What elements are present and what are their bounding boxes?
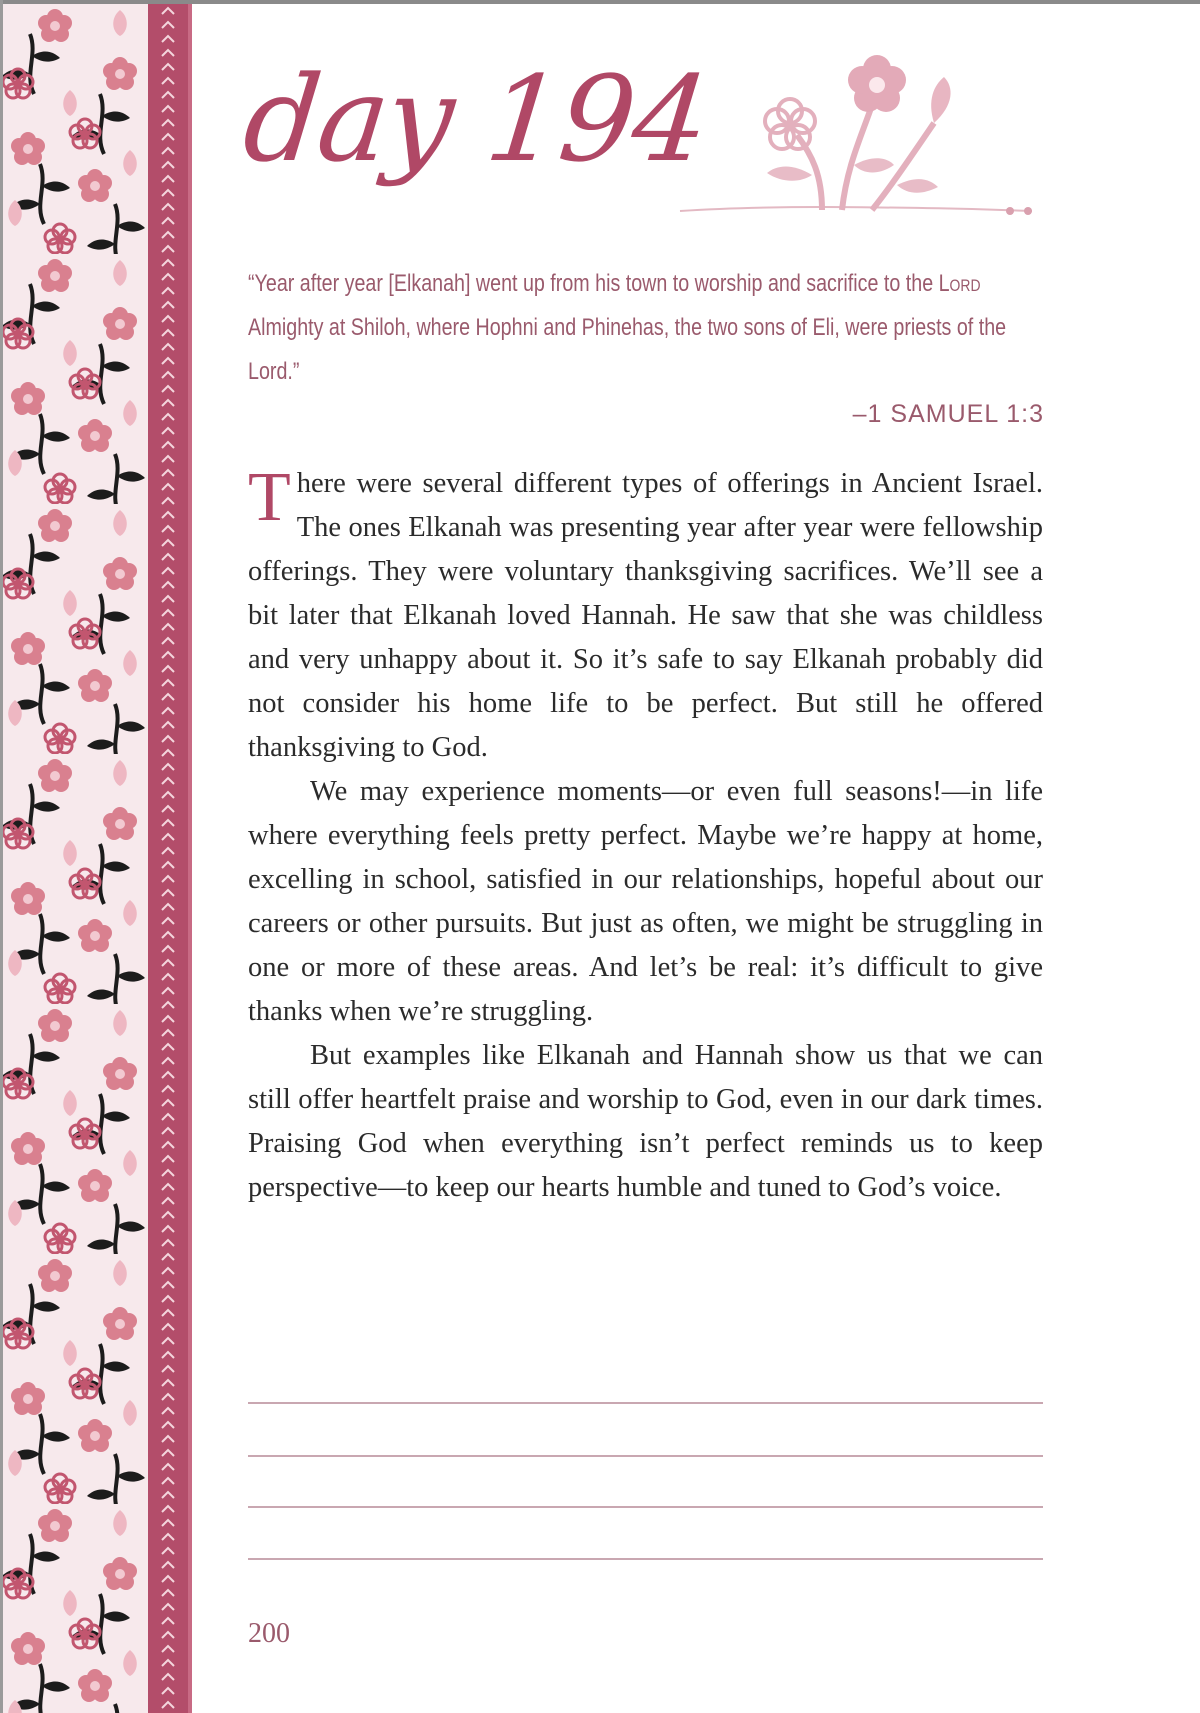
devotional-body [248,459,1043,1210]
paragraph-1-text: here were several different types of offerings in Ancient Israel. The ones Elkanah was presenting year after year were fellowship offerings. They were voluntary thanksgiving sacrifices. We’ll see a bit later that Elkanah loved Hannah. He saw that she was childless and very unhappy about it. So it’s safe to say Elkanah probably did not consider his home life to be perfect. But still he offered thanksgiving to God. [248,468,1043,763]
day-title: day 194 [237,50,714,188]
verse-lord-smallcaps: Lord [938,270,981,297]
scripture-reference: –1 SAMUEL 1:3 [852,400,1044,428]
page-left-edge [0,0,3,1713]
verse-text-part2: Almighty at Shiloh, where Hophni and Phinehas, the two sons of Eli, were priests of the Lord.” [248,314,1007,385]
floral-border [0,4,148,1713]
paragraph-1 [248,459,1043,770]
ribbon-edge [188,4,192,1713]
page-number: 200 [248,1618,290,1649]
flower-sprig-icon [672,45,1052,235]
journal-line[interactable] [248,1402,1043,1404]
verse-text-part1: “Year after year [Elkanah] went up from his town to worship and sacrifice to the [248,270,939,297]
flower-border-pattern-icon [0,4,148,1713]
chevron-ribbon [148,4,188,1713]
journal-line[interactable] [248,1558,1043,1560]
scripture-quote [248,262,1048,394]
journal-line[interactable] [248,1506,1043,1508]
paragraph-3: But examples like Elkanah and Hannah show us that we can still offer heartfelt praise and worship to God, even in our dark times. Praising God when everything isn’t perfect reminds us to keep perspective—to keep our hearts humble and tuned to God’s voice. [248,1040,1043,1203]
paragraph-2: We may experience moments—or even full seasons!—in life where everything feels pretty perfect. Maybe we’re happy at home, excelling in school, satisfied in our relationships, hopeful about our careers or other pursuits. But just as often, we might be struggling in one or more of these areas. And let’s be real: it’s difficult to give thanks when we’re struggling. [248,776,1043,1027]
journal-line[interactable] [248,1455,1043,1457]
drop-cap: T [248,459,291,536]
